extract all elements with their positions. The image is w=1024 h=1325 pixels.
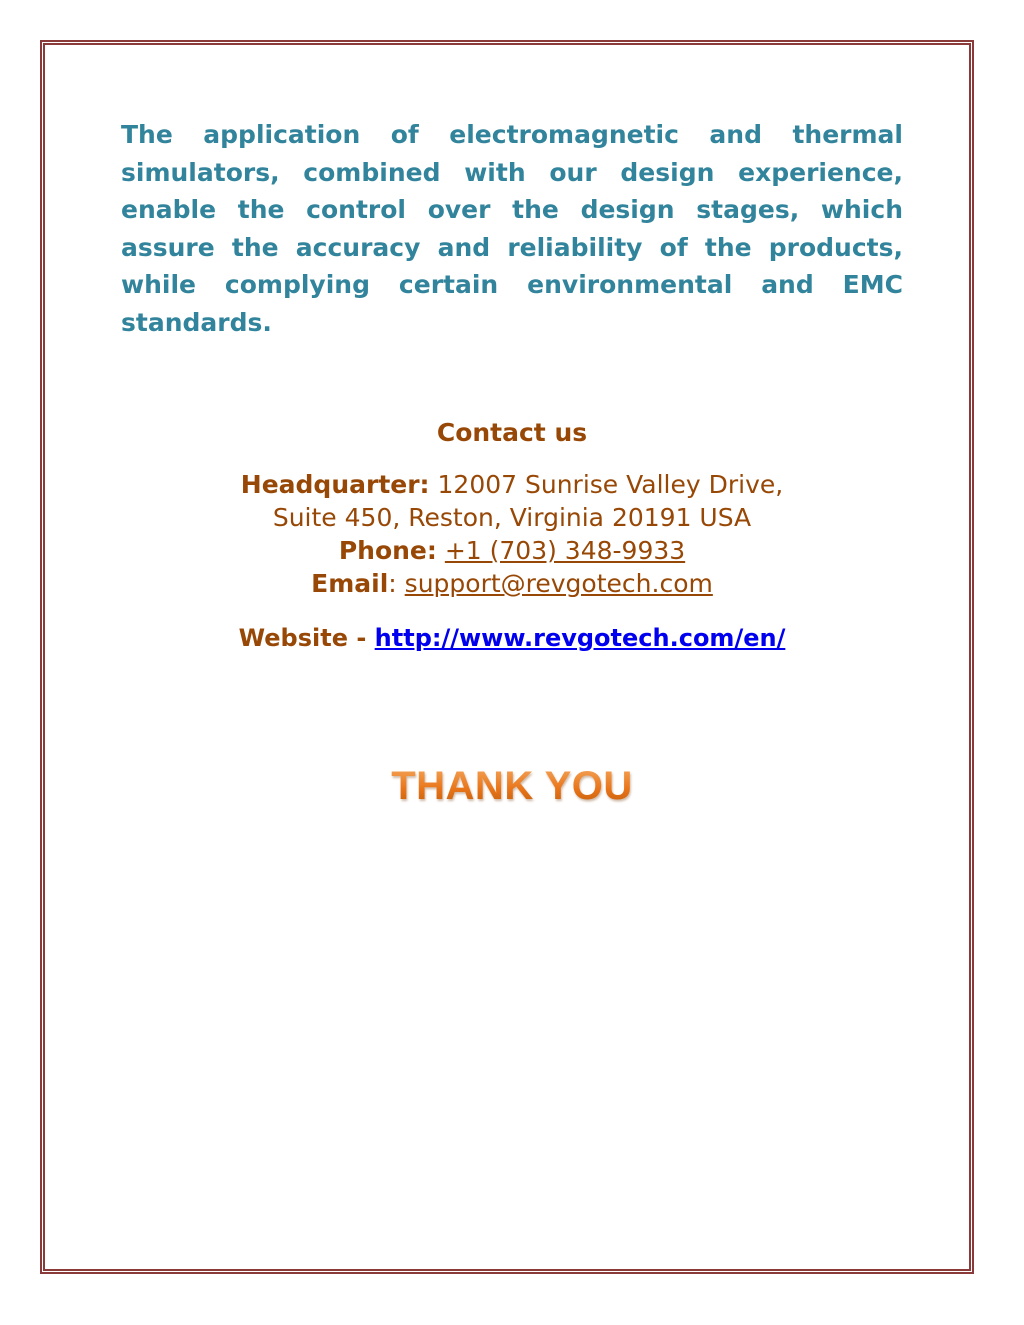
email-separator: :: [388, 569, 397, 598]
website-link[interactable]: http://www.revgotech.com/en/: [374, 624, 786, 652]
contact-title: Contact us: [436, 418, 588, 447]
headquarter-line: [0, 468, 1024, 501]
phone-link[interactable]: +1 (703) 348-9933: [444, 536, 686, 565]
contact-details: [0, 468, 1024, 600]
email-label: Email: [311, 569, 389, 598]
address-line-1: 12007 Sunrise Valley Drive,: [437, 470, 784, 499]
email-link[interactable]: support@revgotech.com: [404, 569, 713, 598]
website-label: Website -: [238, 624, 375, 652]
thank-you-heading: THANK YOU: [0, 760, 1024, 812]
phone-label: Phone:: [338, 536, 437, 565]
email-line: [0, 567, 1024, 600]
phone-line: [0, 534, 1024, 567]
address-line-2: Suite 450, Reston, Virginia 20191 USA: [272, 503, 752, 532]
intro-paragraph: The application of electromagnetic and thermal simulators, combined with our design experience, enable the control over the design stages, which assure the accuracy and reliability of the products, while complying certain environmental and EMC standards.: [121, 120, 903, 337]
headquarter-label: Headquarter:: [240, 470, 430, 499]
website-line: [0, 620, 1024, 656]
